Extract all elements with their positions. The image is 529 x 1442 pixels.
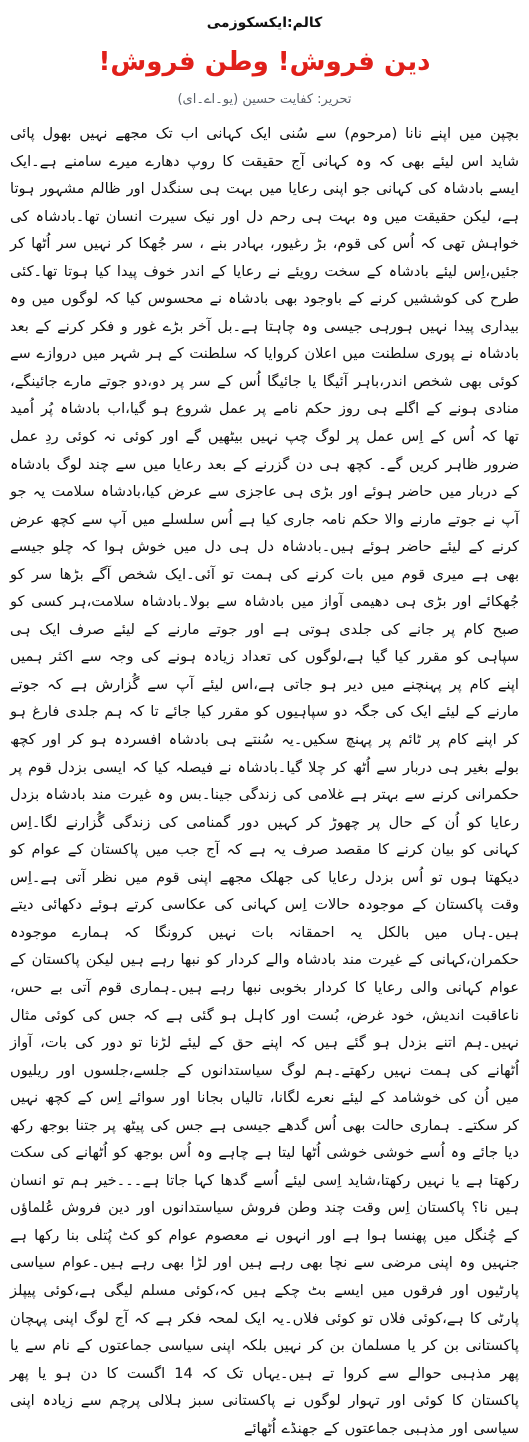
column-label: کالم:ایکسکوزمی (206, 15, 323, 31)
article-body: بچپن میں اپنے نانا (مرحوم) سے سُنی ایک کہانی اب تک مجھے نہیں بھول پائی شاید اس لیئے بھی کہ وہ کہانی آج حقیقت کا روپ دھارے میرے سامنے ہے۔ایک ایسے بادشاہ کی کہانی جو اپنی رعایا میں بہت ہی سنگدل اور ظالم مشہور ہوتا ہے، لیکن حقیقت میں وہ بہت ہی رحم دل اور نیک سیرت انسان تھا۔بادشاہ کی خواہش تھی کہ اُس کی قوم، بڑ رغیور، بہادر بنے ، سر جُھکا کر نہیں سر اُٹھا کر جئیں،اِس لیئے بادشاہ کے سخت رویئے نے رعایا کے اندر خوف پیدا کیا ہوتا تھا۔کئی طرح کی کوششیں کرنے کے باوجود بھی بادشاہ نے محسوس کیا کہ لوگوں میں وہ بیداری پیدا نہیں ہورہی جیسی وہ چاہتا ہے۔بل آخر بڑے غور و فکر کرنے کے بعد بادشاہ نے پوری سلطنت میں اعلان کروایا کہ سلطنت کے ہر شہر میں دروازے سے کوئی بھی شخص اندر،باہر آئیگا یا جائیگا اُس کے سر پر دو،دو جوتے مارے جائینگے، منادی ہونے کے اگلے ہی روز حکم نامے پر عمل شروع ہو گیا،اب بادشاہ پُر اُمید تھا کہ اُس کے اِس عمل پر لوگ چپ نہیں بیٹھیں گے اور کوئی نہ کوئی ردِ عمل ضرور ظاہر کریں گے۔ کچھ ہی دن گزرنے کے بعد رعایا میں سے چند لوگ بادشاہ کے دربار میں حاضر ہوئے اور بڑی ہی عاجزی سے عرض کیا،بادشاہ سلامت یہ جو آپ نے جوتے مارنے والا حکم نامہ جاری کیا ہے اُس سلسلے میں آپ سے کچھ عرض کرنے کے لیئے حاضر ہوئے ہیں۔بادشاہ دل ہی دل میں خوش ہوا کہ چلو جیسے بھی ہے میری قوم میں بات کرنے کی ہمت تو آئی۔ایک شخص آگے بڑھا سر کو جُھکائے اور بڑی ہی دھیمی آواز میں بادشاہ سے بولا۔بادشاہ سلامت،ہر کسی کو صبح کام پر جانے کی جلدی ہوتی ہے اور جوتے مارنے کے لیئے صرف ایک ہی سپاہی کو مقرر کیا گیا ہے،لوگوں کی تعداد زیادہ ہونے کی وجہ سے اکثر ہمیں اپنے کام پر پہنچنے میں دیر ہو جاتی ہے،اس لیئے آپ سے گُزارش ہے کہ جوتے مارنے کے لیئے ایک کی جگہ دو سپاہیوں کو مقرر کیا جائے تا کہ ہم جلدی فارغ ہو کر اپنے کام پر ٹائم پر پہنچ سکیں۔یہ سُنتے ہی بادشاہ افسردہ ہو کر اور کچھ بولے بغیر ہی دربار سے اُٹھ کر چلا گیا۔بادشاہ نے فیصلہ کیا کہ ایسی بزدل قوم پر حکمرانی کرنے سے بہتر ہے غلامی کی زندگی جینا۔بس وہ غیرت مند بادشاہ بزدل رعایا کو اُن کے حال پر چھوڑ کر کہیں دور گمنامی کی زندگی گُزارنے لگا۔اِس کہانی کو بیان کرنے کا مقصد صرف یہ ہے کہ آج جب میں پاکستان کے عوام کو دیکھتا ہوں تو اُس بزدل رعایا کی جھلک مجھے اپنی قوم میں نظر آتی ہے۔اِس وقت پاکستان کے موجودہ حالات اِس کہانی کی عکاسی کرتے ہوئے دکھائی دیتے ہیں۔ہاں میں بالکل یہ احمقانہ بات نہیں کرونگا کہ ہمارے موجودہ حکمران،کہانی کے غیرت مند بادشاہ والے کردار کو نبھا رہے ہیں لیکن پاکستان کے عوام کہانی والی رعایا کا کردار بخوبی نبھا رہے ہیں۔ہماری قوم آتی بے حس، ناعاقبت اندیش، خود غرض، بُست اور کاہل ہو گئی ہے کہ جس کی کوئی مثال نہیں۔ہم اتنے بزدل ہو گئے ہیں کہ اپنے حق کے لیئے لڑنا تو دور کی بات، آواز اُٹھانے کی ہمت نہیں رکھتے۔ہم لوگ سیاستدانوں کے جلسے،جلسوں اور ریلیوں میں اُن کی خوشامد کے لیئے نعرے لگانا، تالیاں بجانا اور سوائے اِس کے کچھ نہیں کر سکتے۔ ہماری حالت بھی اُس گدھے جیسی ہے جس کی پیٹھ پر جتنا بوجھ رکھ دیا جائے وہ اُسے خوشی خوشی اُٹھا لیتا ہے چاہے وہ اُس بوجھ کو اُٹھانے کی سکت رکھتا ہے یا نہیں رکھتا،شاید اِسی لیئے اُسے گدھا کہا جاتا ہے۔۔۔خیر ہم تو انسان ہیں نا؟ پاکستان اِس وقت چند وطن فروش سیاستدانوں اور دین فروش عُلماؤں کے چُنگل میں پھنسا ہوا ہے اور انہوں نے معصوم عوام کو کٹ پُتلی بنا رکھا ہے جنہیں وہ اپنی مرضی سے نچا بھی رہے ہیں اور لڑا بھی رہے ہیں۔عوام سیاسی پارٹیوں اور فرقوں میں ایسے بٹ چکے ہیں کہ،کوئی مسلم لیگی ہے،کوئی پیپلز پارٹی کا ہے،کوئی فلاں تو کوئی فلاں۔یہ ایک لمحہ فکر ہے کہ آج لوگ اپنی پہچان پاکستانی بن کر یا مسلمان بن کر نہیں بلکہ اپنی سیاسی جماعتوں کے نام سے یا پھر مذہبی حوالے سے کروا تے ہیں۔یہاں تک کہ 14 اگست کا دن ہو یا پھر پاکستان کا کوئی اور تہوار لوگوں نے پاکستانی سبز ہلالی پرچم سے زیادہ اپنی سیاسی اور مذہبی جماعتوں کے جھنڈے اُٹھائے (10, 125, 519, 1437)
headline: دین فروش! وطن فروش! (98, 47, 431, 77)
byline: تحریر: کفایت حسین (یو۔اے۔ای) (177, 92, 352, 107)
